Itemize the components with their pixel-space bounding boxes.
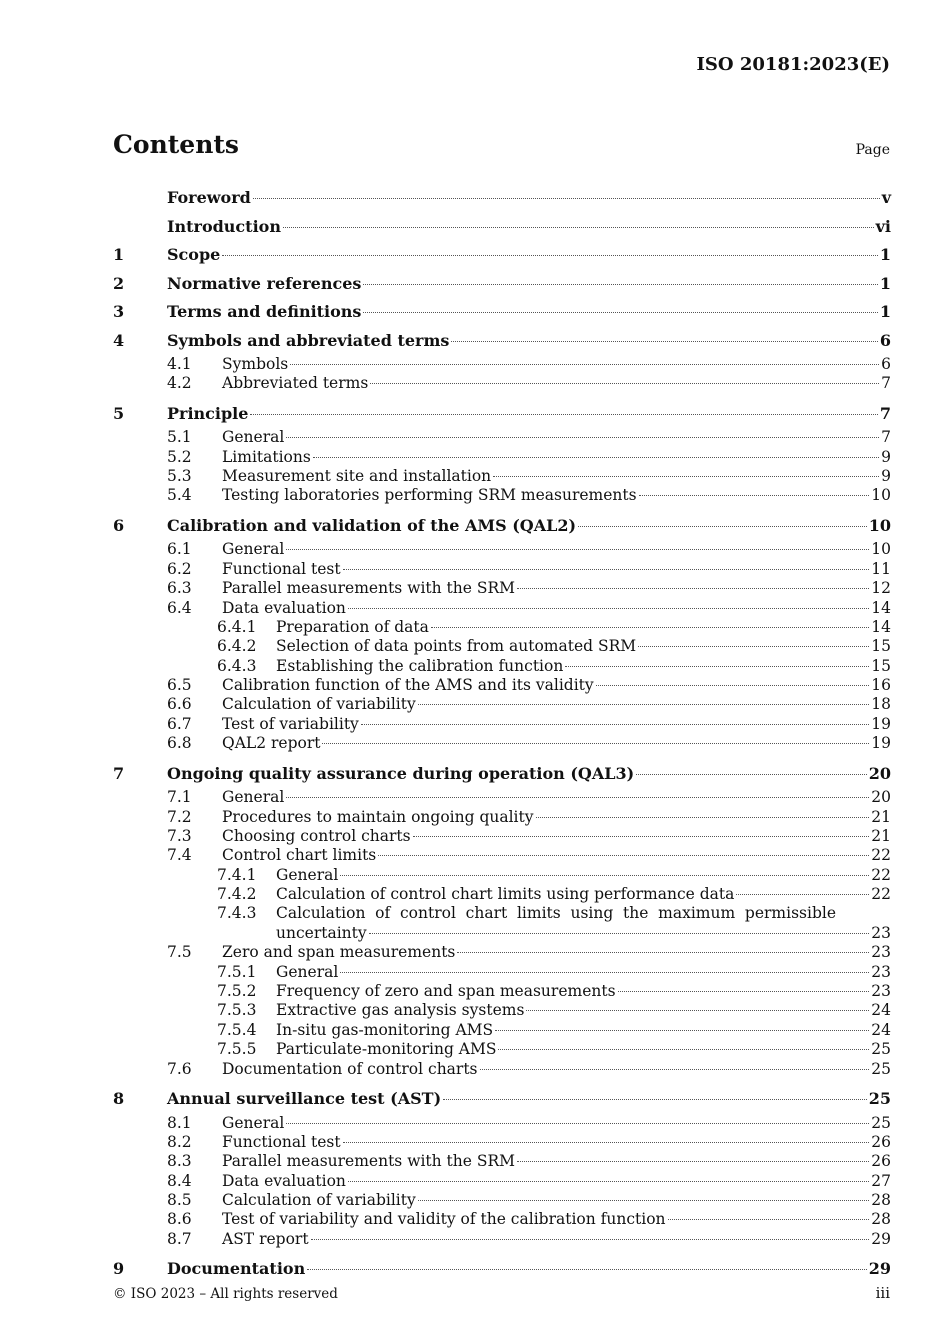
toc-entry-page: 29 <box>871 1229 891 1248</box>
toc-entry-title: Documentation of control charts <box>222 1059 478 1078</box>
toc-entry-page: 14 <box>871 598 891 617</box>
toc-entry[interactable] <box>113 808 891 827</box>
toc-entry[interactable] <box>113 1172 891 1191</box>
toc-entry-title: Parallel measurements with the SRM <box>222 1152 516 1171</box>
dot-leader <box>311 1239 870 1240</box>
dot-leader <box>286 437 879 438</box>
dot-leader <box>361 724 869 725</box>
toc-entry-title: In-situ gas-monitoring AMS <box>276 1020 494 1039</box>
toc-entry-number: 6.3 <box>167 579 192 598</box>
toc-entry-number: 7.5.2 <box>217 982 257 1001</box>
toc-entry-title: Particulate-monitoring AMS <box>276 1040 497 1059</box>
toc-entry-number: 7 <box>113 763 125 783</box>
toc-entry-page: 7 <box>881 374 891 393</box>
toc-entry-page: 10 <box>871 486 891 505</box>
toc-entry-page: 21 <box>871 826 891 845</box>
toc-entry[interactable] <box>113 512 891 541</box>
dot-leader <box>378 855 869 856</box>
toc-entry-number: 5.2 <box>167 447 192 466</box>
toc-entry-title: Choosing control charts <box>222 826 411 845</box>
toc-entry[interactable] <box>113 676 891 695</box>
toc-entry-title: Symbols <box>222 355 289 373</box>
dot-leader <box>340 972 869 973</box>
dot-leader <box>639 495 870 496</box>
toc-entry[interactable] <box>113 448 891 467</box>
dot-leader <box>250 414 877 415</box>
dot-leader <box>451 341 877 342</box>
toc-entry-number: 8.1 <box>167 1113 192 1132</box>
toc-entry-number: 7.6 <box>167 1059 192 1078</box>
toc-entry-page: 1 <box>879 302 891 321</box>
dot-leader <box>370 383 879 384</box>
toc-entry-continuation[interactable] <box>113 924 891 943</box>
dot-leader <box>343 569 870 570</box>
dot-leader <box>363 312 877 313</box>
dot-leader <box>283 227 874 228</box>
dot-leader <box>307 1269 867 1270</box>
toc-entry-page: vi <box>875 216 891 236</box>
toc-entry-number: 8.5 <box>167 1191 192 1210</box>
dot-leader <box>286 797 869 798</box>
dot-leader <box>348 608 869 609</box>
toc-entry-page: 24 <box>871 1020 891 1039</box>
toc-entry-title: Testing laboratories performing SRM measurements <box>222 486 637 505</box>
toc-entry[interactable] <box>113 355 891 374</box>
toc-entry-page: 1 <box>879 273 891 293</box>
toc-entry[interactable] <box>113 1255 891 1284</box>
toc-entry[interactable] <box>113 760 891 789</box>
toc-entry-page: 21 <box>871 807 891 826</box>
toc-entry-number: 7.5.1 <box>217 962 257 981</box>
dot-leader <box>369 933 870 934</box>
dot-leader <box>517 588 869 589</box>
toc-entry-title: Limitations <box>222 447 311 466</box>
toc-entry[interactable] <box>113 734 891 753</box>
toc-entry-title: General <box>222 1113 285 1132</box>
toc-entry-title: Introduction <box>167 216 281 236</box>
toc-entry-title: Zero and span measurements <box>222 943 456 962</box>
toc-entry-page: 23 <box>871 962 891 981</box>
toc-entry[interactable] <box>113 184 891 213</box>
toc-entry-number: 1 <box>113 245 125 264</box>
dot-leader <box>443 1099 867 1100</box>
dot-leader <box>418 1200 870 1201</box>
toc-entry-title: Calibration and validation of the AMS (QAL2) <box>167 515 577 535</box>
dot-leader <box>736 894 869 895</box>
toc-entry-page: 10 <box>871 540 891 559</box>
toc-entry[interactable] <box>113 298 891 327</box>
toc-entry-page: 25 <box>871 1040 891 1059</box>
toc-entry-page: 15 <box>871 656 891 675</box>
toc-entry[interactable] <box>113 982 891 1001</box>
toc-entry-number: 5.4 <box>167 486 192 505</box>
toc-entry-page: 18 <box>871 695 891 714</box>
toc-entry-number: 7.5 <box>167 943 192 962</box>
toc-entry-number: 7.4.1 <box>217 865 257 884</box>
toc-entry-title: Functional test <box>222 1132 341 1151</box>
toc-entry-number: 7.1 <box>167 788 192 807</box>
toc-entry-number: 2 <box>113 273 125 293</box>
toc-entry-title: Scope <box>167 245 221 264</box>
toc-entry-title: QAL2 report <box>222 734 321 753</box>
dot-leader <box>668 1219 870 1220</box>
toc-entry-title: Symbols and abbreviated terms <box>167 330 450 350</box>
toc-entry-title: Documentation <box>167 1259 306 1279</box>
toc-entry-title: Parallel measurements with the SRM <box>222 579 516 598</box>
toc-entry[interactable] <box>113 618 891 637</box>
toc-entry-title: Frequency of zero and span measurements <box>276 982 616 1001</box>
toc-entry[interactable] <box>113 885 891 904</box>
toc-entry-page: 22 <box>871 885 891 904</box>
toc-entry-page: 20 <box>868 763 891 783</box>
dot-leader <box>480 1069 870 1070</box>
dot-leader <box>253 198 880 199</box>
toc-entry-title: General <box>222 788 285 807</box>
toc-entry-page: 25 <box>871 1113 891 1132</box>
toc-entry[interactable] <box>113 241 891 270</box>
dot-leader <box>636 774 867 775</box>
page-title: Contents <box>113 130 240 159</box>
dot-leader <box>431 627 869 628</box>
toc-entry-title: Calculation of control chart limits using the maximum permissible <box>276 904 836 923</box>
table-of-contents <box>113 184 891 1284</box>
toc-entry[interactable] <box>113 963 891 982</box>
toc-entry[interactable] <box>113 715 891 734</box>
toc-entry-title: Establishing the calibration function <box>276 656 564 675</box>
toc-entry-number: 6.8 <box>167 734 192 753</box>
toc-entry-number: 6 <box>113 515 125 535</box>
toc-entry-number: 4.1 <box>167 355 192 373</box>
toc-entry-page: 6 <box>879 330 891 350</box>
toc-entry-page: 7 <box>879 403 891 423</box>
toc-entry-title: Preparation of data <box>276 617 429 636</box>
toc-entry[interactable] <box>113 1230 891 1249</box>
toc-entry-page: 28 <box>871 1191 891 1210</box>
toc-entry[interactable] <box>113 270 891 299</box>
toc-entry-title: AST report <box>222 1229 309 1248</box>
toc-entry-title: General <box>222 428 285 447</box>
toc-entry-number: 8.4 <box>167 1171 192 1190</box>
dot-leader <box>418 704 870 705</box>
toc-entry[interactable] <box>113 1040 891 1059</box>
toc-entry-page: 23 <box>871 923 891 942</box>
toc-entry[interactable] <box>113 943 891 962</box>
toc-entry-number: 7.5.3 <box>217 1001 257 1020</box>
dot-leader <box>565 666 869 667</box>
toc-entry[interactable] <box>113 1152 891 1171</box>
toc-entry-number: 7.4.3 <box>217 904 257 923</box>
toc-entry-title: Measurement site and installation <box>222 467 492 486</box>
toc-entry-page: 26 <box>871 1132 891 1151</box>
toc-entry-page: 15 <box>871 637 891 656</box>
dot-leader <box>348 1181 869 1182</box>
toc-entry-title: Procedures to maintain ongoing quality <box>222 807 534 826</box>
toc-entry-page: 23 <box>871 943 891 962</box>
toc-entry-number: 7.5.5 <box>217 1040 257 1059</box>
toc-entry-page: 27 <box>871 1171 891 1190</box>
toc-entry[interactable] <box>113 1060 891 1079</box>
toc-entry-title: Calibration function of the AMS and its validity <box>222 676 594 695</box>
toc-entry-page: 10 <box>868 515 891 535</box>
dot-leader <box>363 284 877 285</box>
dot-leader <box>596 685 870 686</box>
toc-entry-title: Test of variability <box>222 714 359 733</box>
toc-entry-title: Test of variability and validity of the calibration function <box>222 1210 666 1229</box>
toc-entry-title: Terms and definitions <box>167 302 362 321</box>
toc-entry-page: 14 <box>871 617 891 636</box>
toc-entry[interactable] <box>113 657 891 676</box>
toc-entry[interactable] <box>113 1133 891 1152</box>
toc-entry-page: 24 <box>871 1001 891 1020</box>
toc-entry-page: 22 <box>871 846 891 865</box>
toc-entry[interactable] <box>113 827 891 846</box>
dot-leader <box>340 875 869 876</box>
toc-entry-page: 20 <box>871 788 891 807</box>
toc-entry[interactable] <box>113 560 891 579</box>
toc-entry-number: 6.1 <box>167 540 192 559</box>
toc-entry-title: Annual surveillance test (AST) <box>167 1089 442 1108</box>
toc-entry-page: 22 <box>871 865 891 884</box>
toc-entry[interactable] <box>113 486 891 505</box>
toc-entry-number: 3 <box>113 302 125 321</box>
toc-entry-page: 6 <box>881 355 891 373</box>
document-id: ISO 20181:2023(E) <box>696 54 890 75</box>
toc-entry-number: 8.7 <box>167 1229 192 1248</box>
toc-entry-page: 29 <box>868 1259 891 1279</box>
dot-leader <box>526 1010 869 1011</box>
dot-leader <box>322 743 869 744</box>
toc-entry-title: General <box>222 540 285 559</box>
toc-entry-page: 28 <box>871 1210 891 1229</box>
toc-entry-title: Calculation of variability <box>222 1191 416 1210</box>
toc-entry-title: General <box>276 962 339 981</box>
toc-entry-number: 5.3 <box>167 467 192 486</box>
toc-entry-number: 7.5.4 <box>217 1020 257 1039</box>
toc-entry[interactable] <box>113 866 891 885</box>
toc-entry-page: 9 <box>881 467 891 486</box>
toc-entry-number: 8.3 <box>167 1152 192 1171</box>
dot-leader <box>517 1161 869 1162</box>
toc-entry-page: 12 <box>871 579 891 598</box>
toc-entry-page: 19 <box>871 734 891 753</box>
dot-leader <box>495 1030 869 1031</box>
toc-entry[interactable] <box>113 1021 891 1040</box>
toc-entry[interactable] <box>113 400 891 429</box>
toc-entry-title: Data evaluation <box>222 598 346 617</box>
toc-entry[interactable] <box>113 599 891 618</box>
toc-entry-number: 6.4.3 <box>217 656 257 675</box>
page-number: iii <box>875 1284 890 1302</box>
dot-leader <box>313 457 879 458</box>
toc-entry-page: v <box>881 188 891 207</box>
toc-entry-title: Ongoing quality assurance during operation (QAL3) <box>167 763 635 783</box>
toc-entry-title: Calculation of control chart limits using performance data <box>276 885 735 904</box>
copyright-notice: © ISO 2023 – All rights reserved <box>113 1286 338 1302</box>
toc-entry-page: 16 <box>871 676 891 695</box>
toc-entry-title-continued: uncertainty <box>276 923 367 942</box>
toc-entry[interactable] <box>113 1001 891 1020</box>
toc-entry[interactable] <box>113 579 891 598</box>
toc-entry[interactable] <box>113 1210 891 1229</box>
toc-entry-number: 7.4 <box>167 846 192 865</box>
toc-entry[interactable] <box>113 788 891 807</box>
toc-entry[interactable] <box>113 540 891 559</box>
toc-entry-title: Normative references <box>167 273 362 293</box>
dot-leader <box>618 991 870 992</box>
toc-entry-title: General <box>276 865 339 884</box>
toc-entry[interactable] <box>113 213 891 242</box>
toc-entry-number: 6.5 <box>167 676 192 695</box>
toc-entry-number: 9 <box>113 1259 125 1279</box>
dot-leader <box>222 255 878 256</box>
toc-entry-page: 7 <box>881 428 891 447</box>
dot-leader <box>638 646 869 647</box>
toc-entry[interactable] <box>113 904 891 923</box>
toc-entry-page: 11 <box>871 559 891 578</box>
toc-entry[interactable] <box>113 428 891 447</box>
dot-leader <box>457 952 869 953</box>
dot-leader <box>343 1142 870 1143</box>
toc-entry-number: 7.2 <box>167 807 192 826</box>
toc-entry[interactable] <box>113 1114 891 1133</box>
toc-entry-page: 19 <box>871 714 891 733</box>
toc-entry-title: Abbreviated terms <box>222 374 369 393</box>
toc-entry-title: Extractive gas analysis systems <box>276 1001 525 1020</box>
toc-entry-page: 25 <box>868 1089 891 1108</box>
toc-entry-page: 1 <box>879 245 891 264</box>
toc-entry-page: 9 <box>881 447 891 466</box>
toc-entry-title: Foreword <box>167 188 251 207</box>
toc-entry-title: Functional test <box>222 559 341 578</box>
dot-leader <box>498 1049 869 1050</box>
toc-entry-number: 6.4.2 <box>217 637 257 656</box>
toc-entry-number: 6.6 <box>167 695 192 714</box>
toc-entry-title: Selection of data points from automated SRM <box>276 637 637 656</box>
toc-entry-number: 6.4.1 <box>217 617 257 636</box>
toc-entry[interactable] <box>113 695 891 714</box>
dot-leader <box>286 549 869 550</box>
toc-entry-number: 7.3 <box>167 826 192 845</box>
toc-entry[interactable] <box>113 846 891 865</box>
toc-entry-number: 8 <box>113 1089 125 1108</box>
toc-entry-number: 6.4 <box>167 598 192 617</box>
toc-entry[interactable] <box>113 637 891 656</box>
toc-entry-page: 23 <box>871 982 891 1001</box>
toc-entry[interactable] <box>113 1085 891 1114</box>
dot-leader <box>536 817 870 818</box>
toc-entry-title: Calculation of variability <box>222 695 416 714</box>
dot-leader <box>578 526 867 527</box>
toc-entry-number: 4 <box>113 330 125 350</box>
toc-entry-title: Control chart limits <box>222 846 377 865</box>
dot-leader <box>286 1123 869 1124</box>
toc-entry-number: 6.2 <box>167 559 192 578</box>
dot-leader <box>413 836 870 837</box>
toc-entry-title: Principle <box>167 403 249 423</box>
toc-entry-number: 5 <box>113 403 125 423</box>
toc-entry-number: 8.6 <box>167 1210 192 1229</box>
toc-entry-number: 6.7 <box>167 714 192 733</box>
toc-entry[interactable] <box>113 467 891 486</box>
toc-entry-number: 5.1 <box>167 428 192 447</box>
toc-entry-number: 4.2 <box>167 374 192 393</box>
toc-entry-number: 8.2 <box>167 1132 192 1151</box>
toc-entry-page: 25 <box>871 1059 891 1078</box>
toc-entry[interactable] <box>113 327 891 356</box>
toc-entry[interactable] <box>113 374 891 393</box>
page-column-label: Page <box>855 142 890 158</box>
dot-leader <box>290 364 879 365</box>
toc-entry[interactable] <box>113 1191 891 1210</box>
toc-entry-title: Data evaluation <box>222 1171 346 1190</box>
dot-leader <box>493 476 879 477</box>
toc-entry-number: 7.4.2 <box>217 885 257 904</box>
toc-entry-page: 26 <box>871 1152 891 1171</box>
